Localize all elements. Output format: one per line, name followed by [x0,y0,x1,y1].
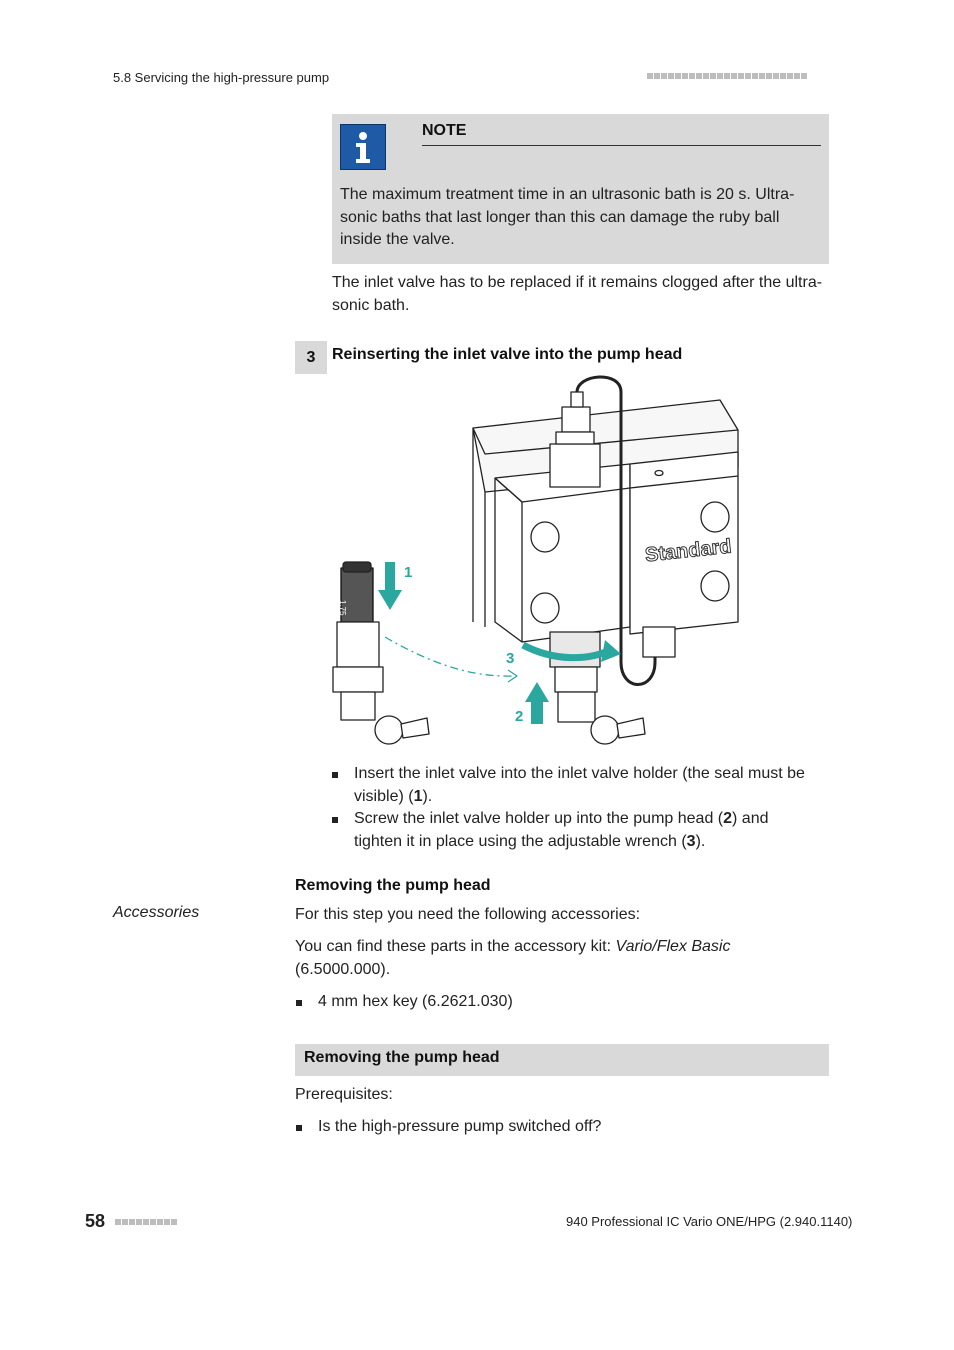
prerequisites-label: Prerequisites: [295,1086,393,1103]
marker-square [647,73,653,79]
page-number: 58 [85,1211,106,1231]
marker-square [122,1219,128,1225]
info-icon [340,124,386,170]
marker-square [164,1219,170,1225]
bullet-icon [296,1000,302,1006]
intro-paragraph: The inlet valve has to be replaced if it remains clogged after the ultra- sonic bath. [332,274,823,314]
pump-head-illustration [325,372,745,757]
marker-square [710,73,716,79]
standard-label: Standard [644,535,733,567]
note-box [332,114,829,264]
marker-square [696,73,702,79]
accessories-text: For this step you need the following accessories: [295,906,641,923]
marker-square [752,73,758,79]
bullet-icon [296,1125,302,1131]
marker-square [780,73,786,79]
figure-label-2: 2 [515,708,524,725]
arrow-down-icon [378,562,402,610]
marker-square [171,1219,177,1225]
marker-square [773,73,779,79]
procedure-title: Removing the pump head [304,1049,500,1066]
note-title: NOTE [422,122,467,139]
marker-square [668,73,674,79]
marker-square [738,73,744,79]
bullet-icon [332,817,338,823]
marker-square [143,1219,149,1225]
marker-square [682,73,688,79]
marker-square [794,73,800,79]
figure-label-1: 1 [404,564,413,581]
marker-square [675,73,681,79]
marker-square [157,1219,163,1225]
header-marker [647,73,807,79]
marker-square [689,73,695,79]
marker-square [724,73,730,79]
accessory-item: 4 mm hex key (6.2621.030) [318,991,513,1014]
accessory-kit-text: You can find these parts in the accessory kit: Vario/Flex Basic (6.5000.000). [295,938,731,978]
note-divider [422,145,821,146]
section-heading: Removing the pump head [295,877,491,894]
marker-square [150,1219,156,1225]
step-title: Reinserting the inlet valve into the pump head [332,346,683,363]
footer-marker [115,1219,177,1225]
margin-label: Accessories [113,904,200,921]
procedure-title-bar [295,1044,829,1076]
marker-square [654,73,660,79]
product-name: 940 Professional IC Vario ONE/HPG (2.940.1140) [566,1214,853,1229]
instruction-item: Screw the inlet valve holder up into the pump head (2) and tighten it in place using the adjustable wrench (3). [354,808,824,853]
marker-square [115,1219,121,1225]
marker-square [801,73,807,79]
marker-square [703,73,709,79]
marker-square [129,1219,135,1225]
marker-square [745,73,751,79]
step-number: 3 [295,341,327,374]
instruction-item: Insert the inlet valve into the inlet valve holder (the seal must be visible) (1). [354,763,824,808]
marker-square [136,1219,142,1225]
marker-square [661,73,667,79]
marker-square [717,73,723,79]
bullet-icon [332,772,338,778]
marker-square [731,73,737,79]
figure-label-3: 3 [506,650,515,667]
marker-square [759,73,765,79]
note-body: The maximum treatment time in an ultrasonic bath is 20 s. Ultra-sonic baths that last longer than this can damage the ruby ball inside the valve. [340,186,795,248]
marker-square [766,73,772,79]
valve-marking: 1.75 [338,600,347,616]
arrow-up-icon [525,682,549,724]
prerequisite-item: Is the high-pressure pump switched off? [318,1116,601,1139]
running-header: 5.8 Servicing the high-pressure pump [113,70,330,85]
marker-square [787,73,793,79]
